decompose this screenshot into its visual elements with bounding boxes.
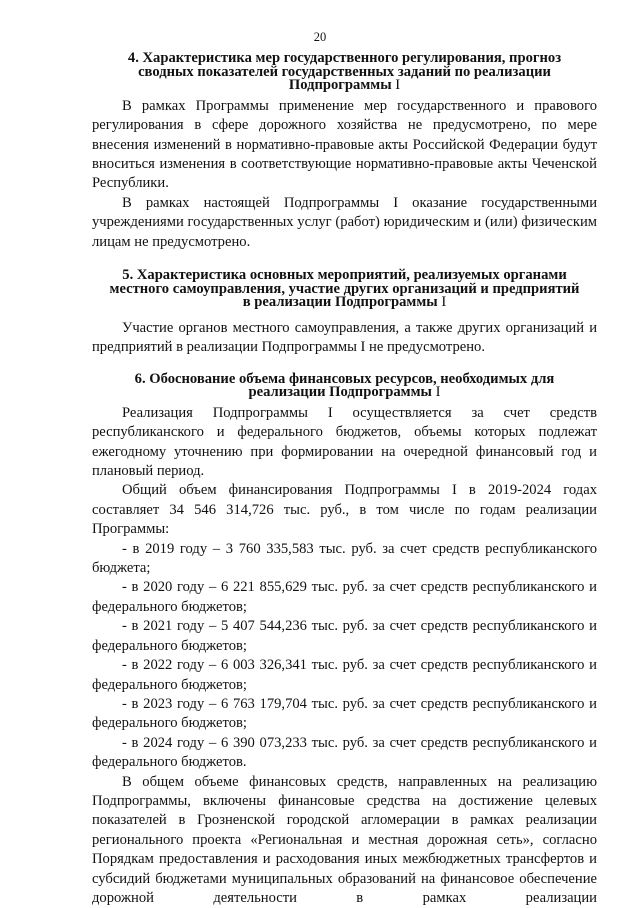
section-6-heading — [92, 370, 597, 401]
section-5-heading-numeral: I — [437, 294, 447, 311]
funding-2023-item: - в 2023 году – 6 763 179,704 тыс. руб. за счет средств республиканского и федерального бюджетов; — [92, 695, 597, 732]
section-5-paragraph-1: Участие органов местного самоуправления, а также других организаций и предприятий в реализации Подпрограммы I не предусмотрено. — [92, 319, 597, 356]
section-5-heading-line-1: 5. Характеристика основных мероприятий, реализуемых органами — [122, 267, 567, 284]
section-4-heading-line-1: 4. Характеристика мер государственного регулирования, прогноз — [127, 50, 562, 66]
section-4-heading-line-2: сводных показателей государственных заданий по реализации — [138, 63, 551, 80]
funding-2022-item: - в 2022 году – 6 003 326,341 тыс. руб. за счет средств республиканского и федерального бюджетов; — [92, 657, 597, 693]
section-4-paragraph-1: В рамках Программы применение мер государственного и правового регулирования в сфере дорожного хозяйства не предусмотрено, по мере внесения изменений в нормативно-правовые акты Российской Федерации будут вноситься изменения в соответствующие нормативно-правовые акты Чеченской Республики. — [92, 97, 597, 192]
funding-2019-item: - в 2019 году – 3 760 335,583 тыс. руб. за счет средств республиканского бюджета; — [92, 540, 597, 577]
section-4-paragraph-2: В рамках настоящей Подпрограммы I оказание государственными учреждениями государственных услуг (работ) юридическим и (или) физическим лицам не предусмотрено. — [92, 194, 597, 250]
page-content — [92, 52, 597, 908]
section-4-heading-numeral: I — [391, 77, 401, 94]
section-6-paragraph-final: В общем объеме финансовых средств, направленных на реализацию Подпрограммы, включены финансовые средства на достижение целевых показателей в Грозненской городской агломерации в рамках реализации регионального проекта «Региональная и местная дорожная сеть», согласно Порядкам предоставления и расходования иных межбюджетных трансфертов и субсидий бюджетами муниципальных образований на финансовое обеспечение дорожной деятельности в рамках реализации — [92, 773, 597, 906]
section-6-heading-line-2: реализации Подпрограммы — [248, 384, 432, 401]
page-number: 20 — [313, 30, 327, 44]
section-4-heading — [92, 52, 597, 93]
section-6-paragraph-1: Реализация Подпрограммы I осуществляется за счет средств республиканского и федерального бюджетов, объемы которых подлежат ежегодному уточнению при формировании на очередной финансовый год и плановый период. — [92, 404, 597, 480]
section-6-paragraph-2: Общий объем финансирования Подпрограммы I в 2019-2024 годах составляет 34 546 314,726 тыс. руб., в том числе по годам реализации Программы: — [92, 482, 597, 538]
section-5-heading — [92, 269, 597, 310]
section-5-heading-line-3: в реализации Подпрограммы — [242, 294, 438, 311]
section-6-heading-line-1: 6. Обоснование объема финансовых ресурсов, необходимых для — [134, 370, 555, 387]
funding-2021-item: - в 2021 году – 5 407 544,236 тыс. руб. за счет средств республиканского и федерального бюджетов; — [92, 618, 597, 654]
section-6-heading-numeral: I — [431, 384, 441, 401]
section-5-heading-line-2: местного самоуправления, участие других организаций и предприятий — [109, 280, 580, 297]
section-4-heading-line-3: Подпрограммы — [288, 77, 392, 94]
funding-2020-item: - в 2020 году – 6 221 855,629 тыс. руб. за счет средств республиканского и федерального бюджетов; — [92, 579, 597, 615]
funding-2024-item: - в 2024 году – 6 390 073,233 тыс. руб. за счет средств республиканского и федерального бюджетов. — [92, 734, 597, 771]
